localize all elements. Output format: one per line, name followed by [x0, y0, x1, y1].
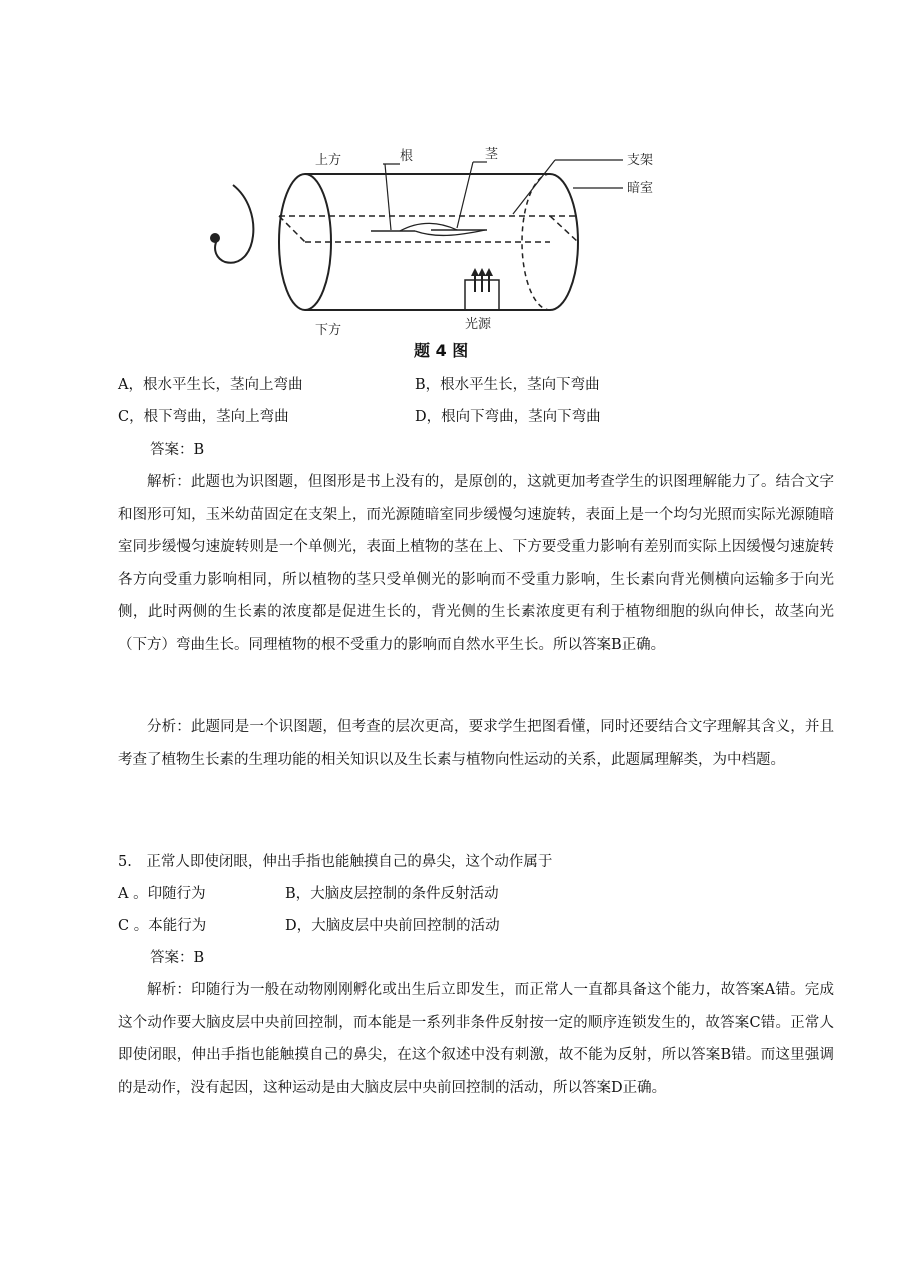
q5-option-b: B，大脑皮层控制的条件反射活动	[285, 886, 499, 902]
arrow-tail-dot	[210, 233, 220, 243]
q4-analysis: 解析：此题也为识图题，但图形是书上没有的，是原创的，这就更加考查学生的识图理解能力了。结合文字和图形可知，玉米幼苗固定在支架上，而光源随暗室同步缓慢匀速旋转，表面上是一个均匀光照而实际光源随暗室同步缓慢匀速旋转则是一个单侧光，表面上植物的茎在上、下方要受重力影响有差别而实际上因缓慢匀速旋转各方向受重力影响相同，所以植物的茎只受单侧光的影响而不受重力影响，生长素向背光侧横向运输多于向光侧，此时两侧的生长素的浓度都是促进生长的，背光侧的生长素浓度更有利于植物细胞的纵向伸长，故茎向光（下方）弯曲生长。同理植物的根不受重力的影响而自然水平生长。所以答案B正确。	[118, 474, 834, 653]
bracket-left-diag	[279, 216, 305, 242]
label-top: 上方	[315, 153, 342, 168]
bracket-pointer	[513, 160, 555, 214]
rotating-darkroom-diagram	[195, 130, 715, 360]
q4-option-d: D，根向下弯曲，茎向下弯曲	[415, 409, 601, 425]
label-light: 光源	[465, 317, 492, 332]
label-darkroom: 暗室	[627, 181, 654, 196]
q5-option-d: D，大脑皮层中央前回控制的活动	[285, 918, 500, 934]
q5-analysis: 解析：印随行为一般在动物刚刚孵化或出生后立即发生，而正常人一直都具备这个能力，故答案A错。完成这个动作要大脑皮层中央前回控制，而本能是一系列非条件反射按一定的顺序连锁发生的，故答案C错。正常人即使闭眼，伸出手指也能触摸自己的鼻尖，在这个叙述中没有刺激，故不能为反射，所以答案B错。而这里强调的是动作，没有起因，这种运动是由大脑皮层中央前回控制的活动，所以答案D正确。	[118, 982, 834, 1096]
bracket-right-diag	[550, 216, 578, 242]
q5-answer: 答案：B	[150, 950, 205, 966]
stem-pointer	[457, 162, 473, 228]
rotation-arrow-icon	[215, 185, 253, 263]
q4-option-a: A，根水平生长，茎向上弯曲	[118, 377, 303, 393]
label-stem: 茎	[485, 147, 499, 162]
label-bracket: 支架	[627, 153, 654, 168]
label-bottom: 下方	[315, 323, 342, 338]
figure-caption: 题 4 图	[414, 341, 469, 360]
diagram-svg	[195, 130, 715, 360]
seedling-leaf-2	[415, 230, 485, 235]
q4-option-b: B，根水平生长，茎向下弯曲	[415, 377, 600, 393]
q5-question: 5. 正常人即使闭眼，伸出手指也能触摸自己的鼻尖，这个动作属于	[118, 854, 553, 870]
q5-option-a: A 。印随行为	[118, 886, 206, 902]
q4-answer: 答案：B	[150, 442, 205, 458]
q4-option-c: C，根下弯曲，茎向上弯曲	[118, 409, 289, 425]
q4-comment: 分析：此题同是一个识图题，但考查的层次更高，要求学生把图看懂，同时还要结合文字理解其含义，并且考查了植物生长素的生理功能的相关知识以及生长素与植物向性运动的关系，此题属理解类，为中档题。	[118, 719, 834, 768]
q5-option-c: C 。本能行为	[118, 918, 207, 934]
cylinder-right-end	[550, 174, 578, 310]
label-root: 根	[400, 149, 414, 164]
